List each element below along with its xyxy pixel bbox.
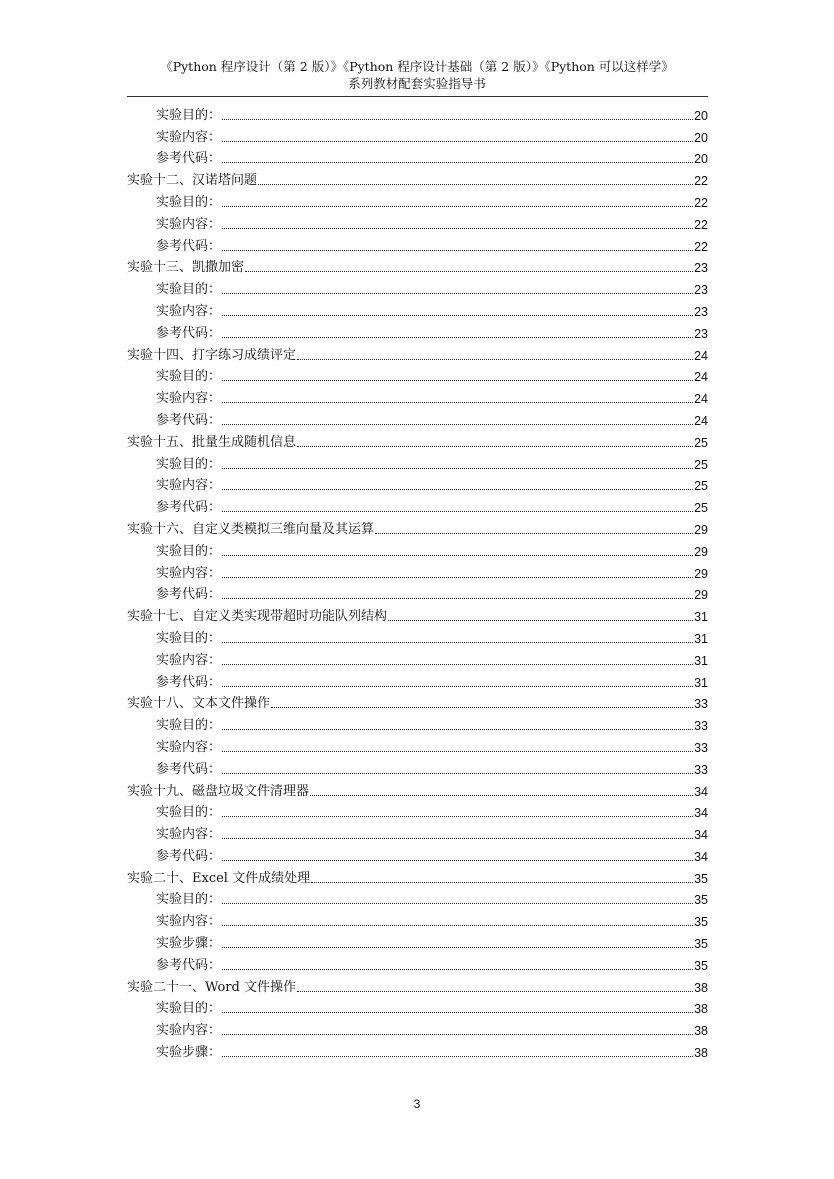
toc-dot-leader: [222, 903, 693, 904]
toc-entry-label: 实验内容：: [156, 129, 222, 145]
toc-entry-page: 35: [694, 958, 708, 973]
toc-entry-label: 实验十二、汉诺塔问题: [127, 173, 258, 189]
toc-entry-page: 34: [694, 849, 708, 864]
toc-entry-page: 23: [694, 304, 708, 319]
toc-subentry[interactable]: [127, 561, 708, 583]
toc-subentry[interactable]: [127, 125, 708, 147]
toc-dot-leader: [388, 620, 693, 621]
toc-subentry[interactable]: [127, 648, 708, 670]
toc-entry-page: 23: [694, 283, 708, 298]
toc-dot-leader: [222, 424, 693, 425]
toc-dot-leader: [271, 707, 693, 708]
toc-entry[interactable]: [127, 517, 708, 539]
toc-entry[interactable]: [127, 866, 708, 888]
toc-subentry[interactable]: [127, 1040, 708, 1062]
toc-entry-page: 38: [694, 980, 708, 995]
toc-subentry[interactable]: [127, 670, 708, 692]
toc-entry-label: 实验十八、文本文件操作: [127, 696, 271, 712]
toc-dot-leader: [222, 1012, 693, 1013]
toc-entry-page: 20: [694, 130, 708, 145]
toc-dot-leader: [222, 250, 693, 251]
toc-entry-label: 实验目的：: [156, 369, 222, 385]
toc-entry-label: 实验目的：: [156, 194, 222, 210]
toc-entry-label: 参考代码：: [156, 848, 222, 864]
toc-dot-leader: [222, 925, 693, 926]
toc-entry-page: 33: [694, 740, 708, 755]
toc-dot-leader: [222, 337, 693, 338]
toc-subentry[interactable]: [127, 583, 708, 605]
toc-entry-label: 参考代码：: [156, 325, 222, 341]
toc-subentry[interactable]: [127, 147, 708, 169]
toc-entry-page: 35: [694, 871, 708, 886]
toc-entry-page: 25: [694, 435, 708, 450]
toc-entry-label: 实验二十一、Word 文件操作: [127, 979, 296, 995]
toc-subentry[interactable]: [127, 909, 708, 931]
toc-entry[interactable]: [127, 256, 708, 278]
toc-entry[interactable]: [127, 168, 708, 190]
header-divider: [127, 96, 708, 97]
toc-entry-label: 参考代码：: [156, 587, 222, 603]
toc-dot-leader: [222, 468, 693, 469]
toc-entry-page: 31: [694, 610, 708, 625]
toc-subentry[interactable]: [127, 495, 708, 517]
toc-dot-leader: [222, 664, 693, 665]
toc-entry-page: 20: [694, 152, 708, 167]
toc-entry-page: 29: [694, 522, 708, 537]
toc-entry-label: 实验内容：: [156, 914, 222, 930]
toc-subentry[interactable]: [127, 822, 708, 844]
toc-entry-page: 22: [694, 217, 708, 232]
toc-entry-page: 35: [694, 915, 708, 930]
toc-subentry[interactable]: [127, 997, 708, 1019]
toc-dot-leader: [222, 816, 693, 817]
toc-dot-leader: [222, 598, 693, 599]
toc-entry-label: 实验内容：: [156, 216, 222, 232]
toc-entry-page: 31: [694, 675, 708, 690]
toc-subentry[interactable]: [127, 844, 708, 866]
toc-entry-label: 实验目的：: [156, 805, 222, 821]
toc-subentry[interactable]: [127, 452, 708, 474]
toc-entry[interactable]: [127, 430, 708, 452]
toc-entry-label: 实验步骤：: [156, 936, 222, 952]
toc-entry[interactable]: [127, 975, 708, 997]
toc-entry-label: 参考代码：: [156, 674, 222, 690]
toc-entry-label: 实验目的：: [156, 718, 222, 734]
toc-entry[interactable]: [127, 779, 708, 801]
toc-entry-label: 实验内容：: [156, 739, 222, 755]
toc-dot-leader: [297, 446, 693, 447]
toc-dot-leader: [375, 533, 693, 534]
toc-dot-leader: [258, 184, 693, 185]
toc-dot-leader: [222, 511, 693, 512]
toc-entry-page: 35: [694, 937, 708, 952]
toc-dot-leader: [222, 228, 693, 229]
toc-entry-label: 参考代码：: [156, 412, 222, 428]
toc-entry-label: 参考代码：: [156, 761, 222, 777]
toc-entry-label: 实验内容：: [156, 478, 222, 494]
toc-entry-page: 34: [694, 806, 708, 821]
toc-dot-leader: [297, 359, 693, 360]
toc-entry-label: 实验内容：: [156, 827, 222, 843]
toc-dot-leader: [222, 577, 693, 578]
toc-entry-label: 实验目的：: [156, 543, 222, 559]
toc-subentry[interactable]: [127, 1018, 708, 1040]
toc-entry-page: 33: [694, 719, 708, 734]
header-subtitle-line: 系列教材配套实验指导书: [348, 76, 486, 91]
toc-entry-label: 实验目的：: [156, 630, 222, 646]
toc-entry-page: 25: [694, 479, 708, 494]
toc-entry-page: 23: [694, 326, 708, 341]
toc-dot-leader: [222, 489, 693, 490]
toc-dot-leader: [222, 838, 693, 839]
toc-dot-leader: [222, 729, 693, 730]
toc-entry-label: 实验二十、Excel 文件成绩处理: [127, 870, 311, 886]
toc-entry-page: 38: [694, 1046, 708, 1061]
toc-entry-label: 实验内容：: [156, 652, 222, 668]
toc-entry-page: 25: [694, 457, 708, 472]
toc-entry-page: 22: [694, 239, 708, 254]
toc-entry-label: 实验目的：: [156, 892, 222, 908]
toc-entry-label: 实验目的：: [156, 456, 222, 472]
toc-entry-label: 实验目的：: [156, 282, 222, 298]
toc-subentry[interactable]: [127, 386, 708, 408]
toc-subentry[interactable]: [127, 474, 708, 496]
toc-entry-label: 实验内容：: [156, 565, 222, 581]
toc-entry-page: 29: [694, 566, 708, 581]
toc-entry-label: 实验内容：: [156, 303, 222, 319]
toc-subentry[interactable]: [127, 365, 708, 387]
toc-subentry[interactable]: [127, 735, 708, 757]
toc-entry-page: 33: [694, 697, 708, 712]
toc-entry-page: 25: [694, 501, 708, 516]
toc-entry-label: 实验十四、打字练习成绩评定: [127, 347, 297, 363]
toc-dot-leader: [222, 206, 693, 207]
toc-dot-leader: [222, 315, 693, 316]
toc-subentry[interactable]: [127, 626, 708, 648]
toc-entry-page: 34: [694, 828, 708, 843]
toc-dot-leader: [310, 795, 693, 796]
toc-entry-page: 22: [694, 195, 708, 210]
toc-dot-leader: [222, 751, 693, 752]
toc-entry[interactable]: [127, 343, 708, 365]
toc-dot-leader: [222, 773, 693, 774]
toc-entry-label: 实验目的：: [156, 1001, 222, 1017]
toc-entry-label: 实验内容：: [156, 391, 222, 407]
page-header: [0, 58, 834, 92]
toc-entry-page: 24: [694, 413, 708, 428]
toc-entry-label: 实验目的：: [156, 107, 222, 123]
toc-dot-leader: [245, 271, 693, 272]
toc-entry-page: 23: [694, 261, 708, 276]
toc-entry-label: 参考代码：: [156, 238, 222, 254]
toc-entry-page: 24: [694, 370, 708, 385]
toc-dot-leader: [311, 882, 693, 883]
toc-entry-label: 实验步骤：: [156, 1045, 222, 1061]
toc-entry-page: 33: [694, 762, 708, 777]
toc-entry-page: 34: [694, 784, 708, 799]
toc-dot-leader: [222, 162, 693, 163]
toc-subentry[interactable]: [127, 757, 708, 779]
toc-subentry[interactable]: [127, 103, 708, 125]
table-of-contents: [127, 103, 708, 1062]
toc-dot-leader: [222, 1034, 693, 1035]
toc-entry-page: 29: [694, 544, 708, 559]
toc-entry-page: 24: [694, 348, 708, 363]
toc-dot-leader: [222, 1056, 693, 1057]
toc-dot-leader: [222, 555, 693, 556]
toc-subentry[interactable]: [127, 801, 708, 823]
toc-dot-leader: [222, 141, 693, 142]
toc-subentry[interactable]: [127, 299, 708, 321]
header-title-line: 《Python 程序设计（第 2 版）》《Python 程序设计基础（第 2 版）》《Python 可以这样学》: [160, 59, 674, 74]
toc-subentry[interactable]: [127, 713, 708, 735]
toc-entry-page: 35: [694, 893, 708, 908]
toc-subentry[interactable]: [127, 212, 708, 234]
toc-entry-label: 参考代码：: [156, 151, 222, 167]
toc-subentry[interactable]: [127, 888, 708, 910]
toc-dot-leader: [222, 860, 693, 861]
toc-dot-leader: [222, 642, 693, 643]
toc-dot-leader: [222, 686, 693, 687]
toc-entry-label: 参考代码：: [156, 957, 222, 973]
toc-subentry[interactable]: [127, 539, 708, 561]
toc-subentry[interactable]: [127, 190, 708, 212]
toc-entry-label: 实验十三、凯撒加密: [127, 260, 245, 276]
toc-subentry[interactable]: [127, 931, 708, 953]
toc-dot-leader: [297, 991, 693, 992]
toc-entry-page: 31: [694, 653, 708, 668]
toc-entry[interactable]: [127, 604, 708, 626]
toc-entry-page: 38: [694, 1002, 708, 1017]
toc-dot-leader: [222, 293, 693, 294]
toc-subentry[interactable]: [127, 234, 708, 256]
toc-entry-label: 实验十七、自定义类实现带超时功能队列结构: [127, 609, 388, 625]
toc-subentry[interactable]: [127, 408, 708, 430]
toc-entry-label: 实验十六、自定义类模拟三维向量及其运算: [127, 521, 375, 537]
toc-subentry[interactable]: [127, 277, 708, 299]
toc-subentry[interactable]: [127, 321, 708, 343]
toc-entry-label: 实验十五、批量生成随机信息: [127, 434, 297, 450]
toc-entry-page: 38: [694, 1024, 708, 1039]
toc-dot-leader: [222, 969, 693, 970]
toc-entry-page: 24: [694, 392, 708, 407]
page-number: 3: [413, 1097, 421, 1111]
toc-dot-leader: [222, 380, 693, 381]
toc-dot-leader: [222, 402, 693, 403]
toc-entry-label: 参考代码：: [156, 500, 222, 516]
toc-entry-page: 22: [694, 174, 708, 189]
toc-entry-page: 29: [694, 588, 708, 603]
toc-dot-leader: [222, 947, 693, 948]
toc-dot-leader: [222, 119, 693, 120]
toc-entry-page: 31: [694, 631, 708, 646]
toc-subentry[interactable]: [127, 953, 708, 975]
toc-entry-label: 实验十九、磁盘垃圾文件清理器: [127, 783, 310, 799]
toc-entry[interactable]: [127, 692, 708, 714]
toc-entry-page: 20: [694, 108, 708, 123]
toc-entry-label: 实验内容：: [156, 1023, 222, 1039]
